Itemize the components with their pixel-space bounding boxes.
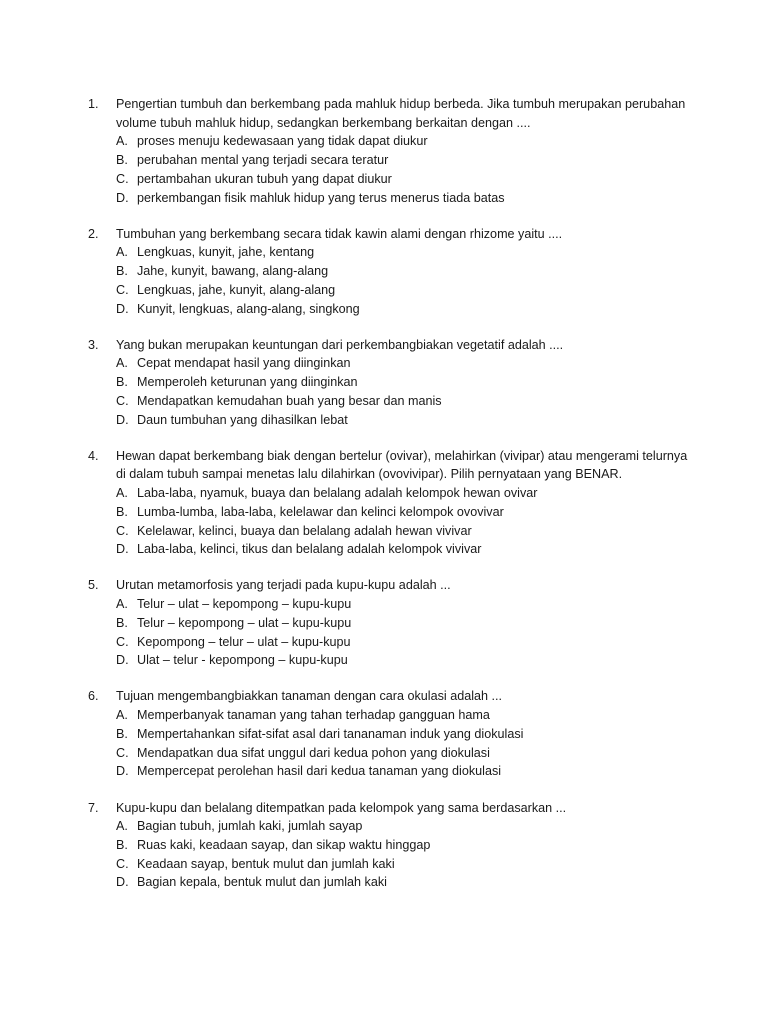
question-3 <box>88 336 698 430</box>
question-text: Pengertian tumbuh dan berkembang pada mahluk hidup berbeda. Jika tumbuh merupakan perubahan volume tubuh mahluk hidup, sedangkan berkembang berkaitan dengan .... <box>116 97 686 130</box>
option-d <box>116 540 698 559</box>
option-text: Mempertahankan sifat-sifat asal dari tananaman induk yang diokulasi <box>137 726 524 741</box>
option-text: Ulat – telur - kepompong – kupu-kupu <box>137 653 348 668</box>
option-a <box>116 484 698 503</box>
option-b <box>116 836 698 855</box>
option-a <box>116 354 698 373</box>
option-d <box>116 411 698 430</box>
option-letter: C. <box>116 523 129 538</box>
question-2 <box>88 225 698 319</box>
option-text: Mendapatkan kemudahan buah yang besar dan manis <box>137 393 442 408</box>
option-list <box>116 243 698 318</box>
option-d <box>116 873 698 892</box>
question-text: Yang bukan merupakan keuntungan dari perkembangbiakan vegetatif adalah .... <box>116 337 564 352</box>
option-d <box>116 189 698 208</box>
question-7 <box>88 799 698 893</box>
option-text: Cepat mendapat hasil yang diinginkan <box>137 356 351 371</box>
option-b <box>116 151 698 170</box>
option-text: Laba-laba, kelinci, tikus dan belalang adalah kelompok vivivar <box>137 542 482 557</box>
question-number: 4. <box>88 448 99 463</box>
option-letter: C. <box>116 745 129 760</box>
option-c <box>116 633 698 652</box>
question-5 <box>88 576 698 670</box>
question-number: 3. <box>88 337 99 352</box>
option-a <box>116 132 698 151</box>
option-c <box>116 522 698 541</box>
option-list <box>116 484 698 559</box>
question-number: 1. <box>88 97 99 111</box>
option-letter: A. <box>116 134 128 149</box>
option-b <box>116 262 698 281</box>
option-text: Lengkuas, jahe, kunyit, alang-alang <box>137 282 336 297</box>
option-list <box>116 706 698 781</box>
option-text: Telur – kepompong – ulat – kupu-kupu <box>137 615 352 630</box>
option-c <box>116 170 698 189</box>
option-text: Daun tumbuhan yang dihasilkan lebat <box>137 412 348 427</box>
option-letter: C. <box>116 393 129 408</box>
question-text: Kupu-kupu dan belalang ditempatkan pada kelompok yang sama berdasarkan ... <box>116 800 567 815</box>
question-text: Tujuan mengembangbiakkan tanaman dengan cara okulasi adalah ... <box>116 689 503 704</box>
option-letter: A. <box>116 245 128 260</box>
option-text: proses menuju kedewasaan yang tidak dapat diukur <box>137 134 428 149</box>
option-letter: D. <box>116 653 129 668</box>
option-letter: D. <box>116 764 129 779</box>
option-text: Ruas kaki, keadaan sayap, dan sikap waktu hinggap <box>137 837 431 852</box>
option-text: perubahan mental yang terjadi secara teratur <box>137 153 389 168</box>
question-number: 7. <box>88 800 99 815</box>
option-letter: A. <box>116 597 128 612</box>
option-letter: B. <box>116 264 128 279</box>
option-letter: A. <box>116 356 128 371</box>
option-letter: B. <box>116 726 128 741</box>
option-c <box>116 281 698 300</box>
option-letter: C. <box>116 856 129 871</box>
option-letter: C. <box>116 171 129 186</box>
option-text: Telur – ulat – kepompong – kupu-kupu <box>137 597 352 612</box>
option-text: Lengkuas, kunyit, jahe, kentang <box>137 245 315 260</box>
option-c <box>116 392 698 411</box>
option-text: Memperbanyak tanaman yang tahan terhadap gangguan hama <box>137 708 490 723</box>
option-letter: C. <box>116 634 129 649</box>
question-6 <box>88 687 698 781</box>
option-c <box>116 744 698 763</box>
option-letter: D. <box>116 412 129 427</box>
option-letter: A. <box>116 708 128 723</box>
option-letter: D. <box>116 190 129 205</box>
option-b <box>116 725 698 744</box>
option-list <box>116 132 698 207</box>
option-letter: B. <box>116 837 128 852</box>
question-1 <box>88 95 698 207</box>
question-text: Hewan dapat berkembang biak dengan bertelur (ovivar), melahirkan (vivipar) atau mengerami telurnya di dalam tubuh sampai menetas lalu dilahirkan (ovovivipar). Pilih pernyataan yang BENAR. <box>116 448 688 482</box>
option-text: Lumba-lumba, laba-laba, kelelawar dan kelinci kelompok ovovivar <box>137 504 504 519</box>
option-a <box>116 817 698 836</box>
option-letter: B. <box>116 615 128 630</box>
option-text: Mendapatkan dua sifat unggul dari kedua pohon yang diokulasi <box>137 745 490 760</box>
question-text: Urutan metamorfosis yang terjadi pada kupu-kupu adalah ... <box>116 578 451 593</box>
option-letter: D. <box>116 542 129 557</box>
option-a <box>116 706 698 725</box>
option-text: Kelelawar, kelinci, buaya dan belalang adalah hewan vivivar <box>137 523 472 538</box>
option-a <box>116 595 698 614</box>
option-letter: D. <box>116 301 129 316</box>
question-number: 5. <box>88 578 99 593</box>
option-d <box>116 300 698 319</box>
question-number: 6. <box>88 689 99 704</box>
option-letter: C. <box>116 282 129 297</box>
option-a <box>116 243 698 262</box>
option-b <box>116 373 698 392</box>
option-list <box>116 354 698 429</box>
option-text: perkembangan fisik mahluk hidup yang terus menerus tiada batas <box>137 190 505 205</box>
option-text: Memperoleh keturunan yang diinginkan <box>137 375 358 390</box>
option-text: Bagian kepala, bentuk mulut dan jumlah kaki <box>137 875 387 890</box>
option-text: Mempercepat perolehan hasil dari kedua tanaman yang diokulasi <box>137 764 502 779</box>
option-b <box>116 503 698 522</box>
option-text: Kepompong – telur – ulat – kupu-kupu <box>137 634 351 649</box>
option-letter: B. <box>116 504 128 519</box>
option-d <box>116 762 698 781</box>
option-text: Keadaan sayap, bentuk mulut dan jumlah kaki <box>137 856 395 871</box>
question-list <box>88 95 698 910</box>
question-text: Tumbuhan yang berkembang secara tidak kawin alami dengan rhizome yaitu .... <box>116 226 563 241</box>
option-letter: D. <box>116 875 129 890</box>
question-number: 2. <box>88 226 99 241</box>
option-text: Bagian tubuh, jumlah kaki, jumlah sayap <box>137 819 363 834</box>
option-list <box>116 817 698 892</box>
option-d <box>116 651 698 670</box>
option-text: pertambahan ukuran tubuh yang dapat diukur <box>137 171 392 186</box>
option-text: Laba-laba, nyamuk, buaya dan belalang adalah kelompok hewan ovivar <box>137 486 538 501</box>
option-letter: B. <box>116 375 128 390</box>
option-list <box>116 595 698 670</box>
option-text: Kunyit, lengkuas, alang-alang, singkong <box>137 301 360 316</box>
option-text: Jahe, kunyit, bawang, alang-alang <box>137 264 329 279</box>
option-letter: A. <box>116 486 128 501</box>
option-letter: B. <box>116 153 128 168</box>
option-b <box>116 614 698 633</box>
option-c <box>116 855 698 874</box>
question-4 <box>88 447 698 559</box>
option-letter: A. <box>116 819 128 834</box>
